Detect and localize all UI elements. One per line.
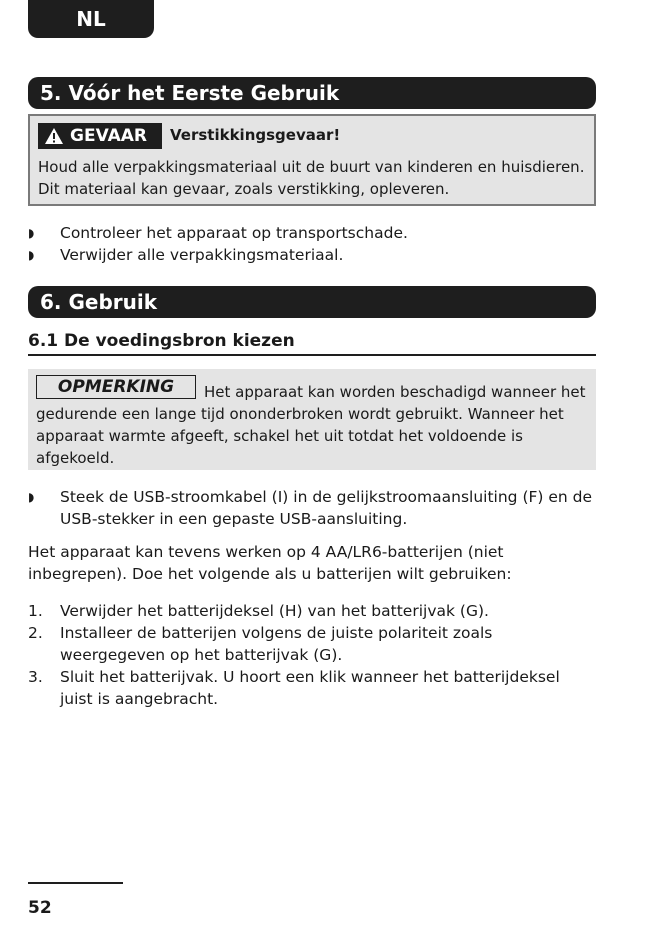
numbered-step (28, 666, 596, 710)
list-item (28, 486, 596, 530)
subsection-heading: 6.1 De voedingsbron kiezen (28, 328, 596, 356)
step-text: Installeer de batterijen volgens de juiste polariteit zoals weergegeven op het batterijvak (G). (60, 624, 493, 664)
danger-label-text: GEVAAR (70, 126, 147, 146)
numbered-step (28, 600, 596, 622)
step-number: 3. (28, 668, 43, 686)
list-item-text: Controleer het apparaat op transportschade. (60, 224, 408, 242)
danger-label (38, 123, 162, 149)
step-number: 2. (28, 624, 43, 642)
language-tab: NL (28, 0, 154, 38)
section-5-heading: 5. Vóór het Eerste Gebruik (28, 77, 596, 109)
list-item-text: Steek de USB-stroomkabel (I) in de gelijkstroomaansluiting (F) en de USB-stekker in een gepaste USB-aansluiting. (60, 488, 593, 528)
page-number: 52 (28, 898, 52, 918)
numbered-step (28, 622, 596, 666)
step-text: Sluit het batterijvak. U hoort een klik wanneer het batterijdeksel juist is aangebracht. (60, 668, 560, 708)
bullet-icon: ◗ (28, 490, 35, 504)
danger-text: Houd alle verpakkingsmateriaal uit de buurt van kinderen en huisdieren. Dit materiaal kan gevaar, zoals verstikking, opleveren. (38, 158, 585, 198)
note-label: OPMERKING (36, 375, 196, 399)
danger-title: Verstikkingsgevaar! (170, 126, 341, 144)
list-item (28, 244, 343, 266)
body-paragraph: Het apparaat kan tevens werken op 4 AA/LR6-batterijen (niet inbegrepen). Doe het volgende als u batterijen wilt gebruiken: (28, 543, 512, 583)
step-number: 1. (28, 602, 43, 620)
section-6-heading: 6. Gebruik (28, 286, 596, 318)
danger-warning-box (28, 114, 596, 206)
warning-triangle-icon (44, 127, 64, 145)
bullet-icon: ◗ (28, 248, 35, 262)
list-item (28, 222, 408, 244)
bullet-icon: ◗ (28, 226, 35, 240)
footer-rule (28, 882, 123, 884)
list-item-text: Verwijder alle verpakkingsmateriaal. (60, 246, 344, 264)
step-text: Verwijder het batterijdeksel (H) van het batterijvak (G). (60, 602, 489, 620)
note-box (28, 369, 596, 470)
note-text: Het apparaat kan worden beschadigd wanneer het gedurende een lange tijd ononderbroken wordt gebruikt. Wanneer het apparaat warmte afgeeft, schakel het uit totdat het voldoende is afgekoeld. (36, 383, 586, 467)
